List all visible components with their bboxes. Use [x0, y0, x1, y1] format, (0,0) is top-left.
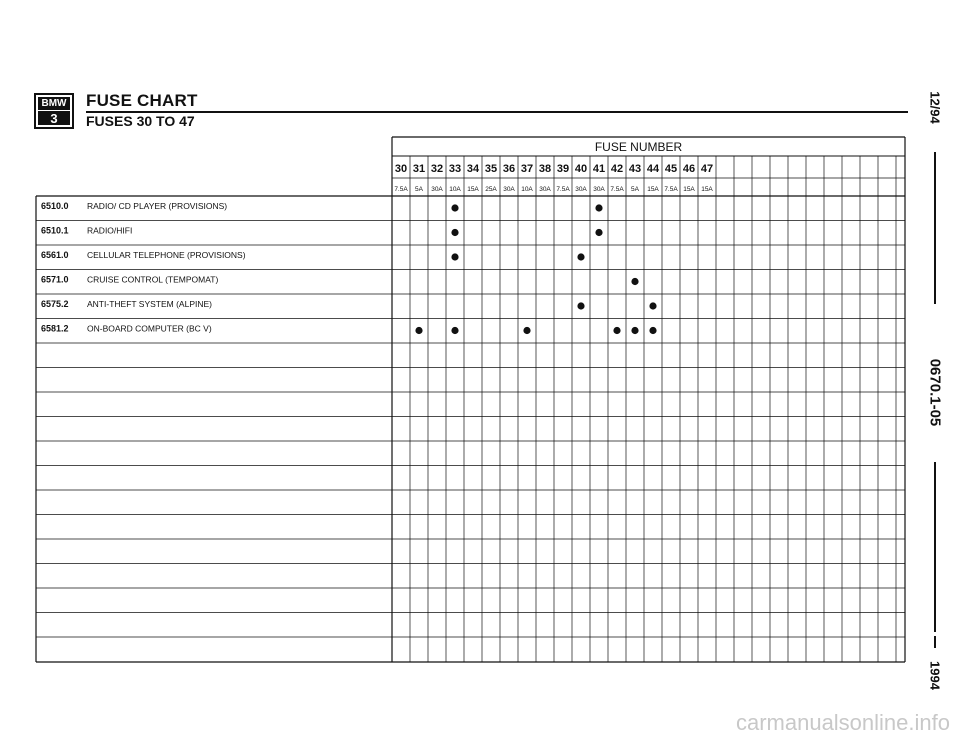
fuse-dot-6581.2-31 [415, 327, 422, 334]
fuse-dot-6571.0-43 [631, 278, 638, 285]
fuse-dot-6575.2-40 [577, 302, 584, 309]
fuse-rating-38: 30A [539, 186, 551, 193]
fuse-rating-41: 30A [593, 186, 605, 193]
row-code-6510.1: 6510.1 [41, 225, 69, 236]
fuse-number-40: 40 [574, 163, 588, 175]
fuse-number-34: 34 [466, 163, 480, 175]
fuse-number-46: 46 [682, 163, 696, 175]
fuse-rating-32: 30A [431, 186, 443, 193]
side-date: 12/94 [927, 91, 943, 124]
fuse-rating-40: 30A [575, 186, 587, 193]
fuse-number-43: 43 [628, 163, 642, 175]
fuse-dot-6575.2-44 [649, 302, 656, 309]
fuse-rating-33: 10A [449, 186, 461, 193]
fuse-number-33: 33 [448, 163, 462, 175]
fuse-number-36: 36 [502, 163, 516, 175]
fuse-rating-37: 10A [521, 186, 533, 193]
page-title: FUSE CHART [86, 91, 198, 110]
fuse-rating-35: 25A [485, 186, 497, 193]
side-code: 0670.1-05 [926, 358, 944, 427]
fuse-rating-30: 7.5A [394, 186, 408, 193]
fuse-dot-6581.2-42 [613, 327, 620, 334]
fuse-dot-6581.2-43 [631, 327, 638, 334]
fuse-number-35: 35 [484, 163, 498, 175]
logo-series: 3 [38, 111, 70, 125]
row-code-6510.0: 6510.0 [41, 201, 69, 211]
fuse-rating-47: 15A [701, 186, 713, 193]
fuse-dot-6510.0-33 [451, 204, 458, 211]
fuse-dot-6510.0-41 [595, 204, 602, 211]
fuse-number-42: 42 [610, 163, 624, 175]
fuse-dot-6581.2-37 [523, 327, 530, 334]
row-label-6561.0: CELLULAR TELEPHONE (PROVISIONS) [87, 250, 246, 260]
fuse-rating-44: 15A [647, 186, 659, 193]
fuse-rating-34: 15A [467, 186, 479, 193]
fuse-rating-45: 7.5A [664, 186, 678, 193]
row-code-6575.2: 6575.2 [41, 299, 69, 309]
fuse-number-39: 39 [556, 163, 570, 175]
fuse-rating-39: 7.5A [556, 186, 570, 193]
fuse-dot-6510.1-33 [451, 229, 458, 236]
logo-brand: BMW [38, 97, 70, 110]
fuse-number-47: 47 [700, 163, 714, 175]
row-code-6571.0: 6571.0 [41, 274, 69, 285]
fuse-number-38: 38 [538, 163, 552, 175]
fuse-dot-6581.2-33 [451, 327, 458, 334]
row-label-6575.2: ANTI-THEFT SYSTEM (ALPINE) [87, 299, 212, 309]
row-label-6581.2: ON-BOARD COMPUTER (BC V) [87, 323, 212, 334]
fuse-rating-43: 5A [631, 186, 639, 193]
fuse-number-37: 37 [520, 163, 534, 175]
fuse-number-41: 41 [592, 163, 606, 175]
fuse-dot-6510.1-41 [595, 229, 602, 236]
fuse-rating-31: 5A [415, 186, 423, 193]
fuse-dot-6561.0-40 [577, 253, 584, 260]
row-label-6571.0: CRUISE CONTROL (TEMPOMAT) [87, 274, 219, 285]
fuse-rating-42: 7.5A [610, 186, 624, 193]
row-label-6510.1: RADIO/HIFI [87, 225, 133, 236]
fuse-number-31: 31 [412, 163, 426, 175]
fuse-number-30: 30 [394, 163, 408, 175]
side-year: 1994 [927, 661, 943, 690]
fuse-rating-46: 15A [683, 186, 695, 193]
watermark: carmanualsonline.info [735, 710, 950, 735]
fuse-number-45: 45 [664, 163, 678, 175]
row-code-6581.2: 6581.2 [41, 323, 69, 334]
fuse-number-44: 44 [646, 163, 660, 175]
row-code-6561.0: 6561.0 [41, 250, 69, 260]
fuse-number-heading: FUSE NUMBER [594, 140, 683, 154]
fuse-dot-6581.2-44 [649, 327, 656, 334]
fuse-number-32: 32 [430, 163, 444, 175]
fuse-dot-6561.0-33 [451, 253, 458, 260]
row-label-6510.0: RADIO/ CD PLAYER (PROVISIONS) [87, 201, 228, 211]
fuse-rating-36: 30A [503, 186, 515, 193]
page-subtitle: FUSES 30 TO 47 [86, 113, 195, 129]
